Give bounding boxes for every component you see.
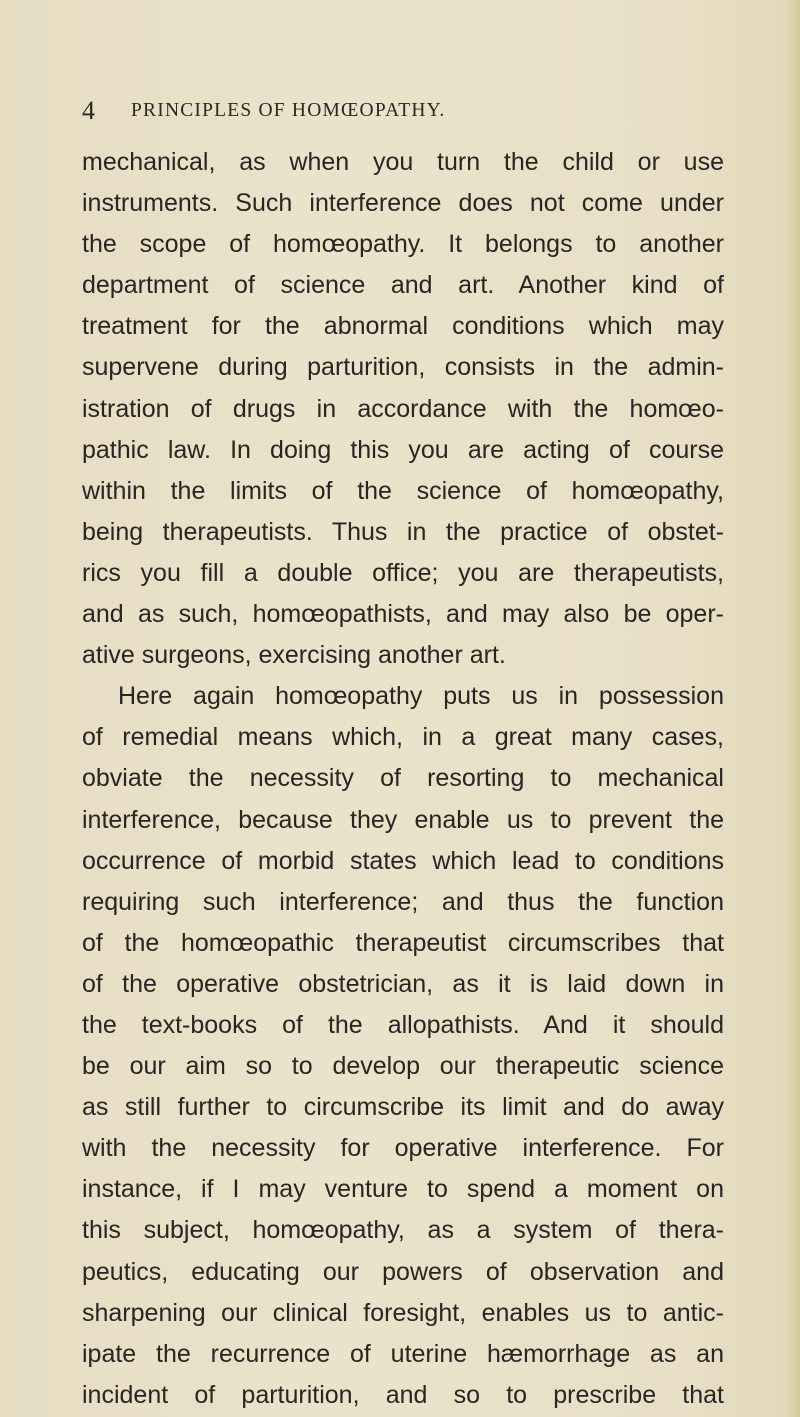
text-line: peutics, educating our powers of observation and xyxy=(82,1257,724,1286)
text-line: ative surgeons, exercising another art. xyxy=(82,641,506,670)
text-line: within the limits of the science of homœopathy, xyxy=(82,476,724,505)
text-line: obviate the necessity of resorting to mechanical xyxy=(82,764,724,793)
text-line: interference, because they enable us to prevent the xyxy=(82,805,724,834)
text-line: of remedial means which, in a great many cases, xyxy=(82,723,724,752)
text-line: with the necessity for operative interference. For xyxy=(82,1134,724,1163)
text-line: ipate the recurrence of uterine hæmorrhage as an xyxy=(82,1339,724,1368)
page-edge-shadow xyxy=(786,0,800,1417)
text-line: rics you fill a double office; you are therapeutists, xyxy=(82,558,724,587)
text-line: supervene during parturition, consists in the admin- xyxy=(82,353,724,382)
text-line: being therapeutists. Thus in the practice of obstet- xyxy=(82,517,724,546)
text-line: of the operative obstetrician, as it is laid down in xyxy=(82,969,724,998)
text-line: pathic law. In doing this you are acting of course xyxy=(82,435,724,464)
running-head xyxy=(82,94,722,128)
running-head-title: PRINCIPLES OF HOMŒOPATHY. xyxy=(131,100,446,121)
text-line: and as such, homœopathists, and may also be oper- xyxy=(82,600,724,629)
text-line: treatment for the abnormal conditions which may xyxy=(82,312,724,341)
text-line: be our aim so to develop our therapeutic science xyxy=(82,1052,724,1081)
text-line: sharpening our clinical foresight, enables us to antic- xyxy=(82,1298,724,1327)
text-line: of the homœopathic therapeutist circumscribes that xyxy=(82,928,724,957)
text-line: Here again homœopathy puts us in possession xyxy=(118,682,724,711)
body-text xyxy=(82,142,724,1416)
text-line: occurrence of morbid states which lead to conditions xyxy=(82,846,724,875)
text-line: instance, if I may venture to spend a moment on xyxy=(82,1175,724,1204)
page-number: 4 xyxy=(82,96,95,125)
text-line: the text-books of the allopathists. And it should xyxy=(82,1010,724,1039)
text-line: istration of drugs in accordance with the homœo- xyxy=(82,394,724,423)
text-line: incident of parturition, and so to prescribe that xyxy=(82,1380,724,1409)
text-line: instruments. Such interference does not come under xyxy=(82,189,724,218)
text-line: requiring such interference; and thus the function xyxy=(82,887,724,916)
text-line: the scope of homœopathy. It belongs to another xyxy=(82,230,724,259)
text-line: as still further to circumscribe its limit and do away xyxy=(82,1093,724,1122)
text-line: mechanical, as when you turn the child or use xyxy=(82,148,724,176)
text-line: department of science and art. Another kind of xyxy=(82,271,724,300)
text-line: this subject, homœopathy, as a system of thera- xyxy=(82,1216,724,1245)
